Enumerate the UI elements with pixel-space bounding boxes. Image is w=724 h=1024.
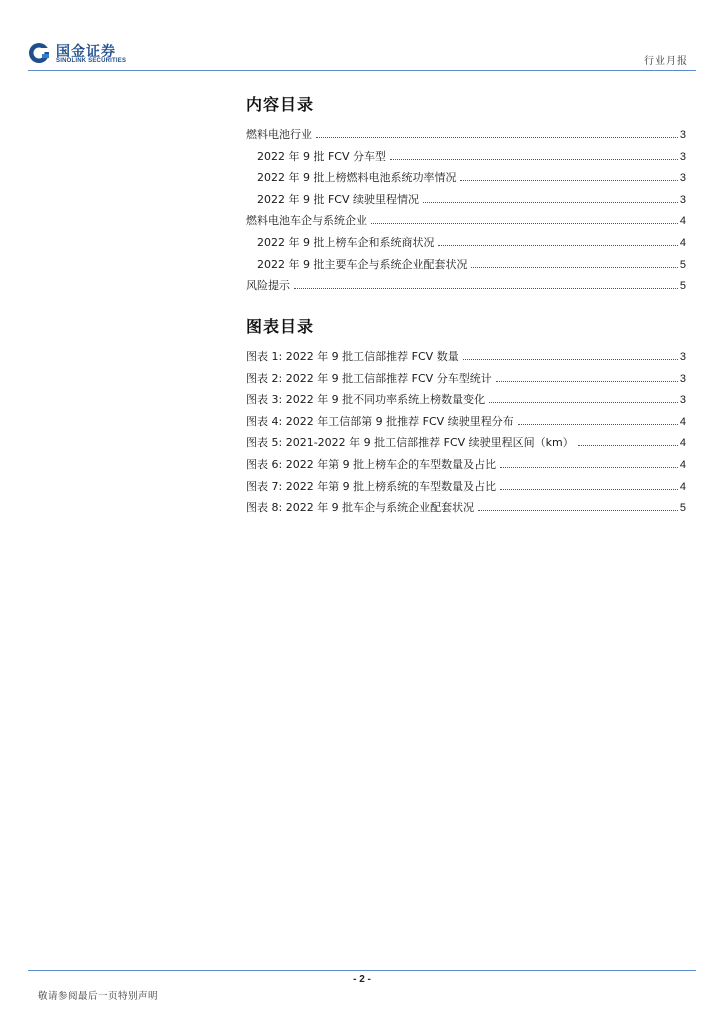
figure-entry-page: 4 [679, 480, 686, 493]
figure-entry[interactable] [246, 413, 686, 435]
toc-entry-text: 2022 年 9 批上榜燃料电池系统功率情况 [257, 171, 457, 185]
toc-leader-dots [423, 201, 678, 203]
toc-entry-text: 2022 年 9 批 FCV 续驶里程情况 [257, 192, 420, 206]
toc-leader-dots [390, 158, 678, 160]
toc-entry-text: 风险提示 [246, 279, 290, 293]
toc-entry[interactable] [246, 148, 686, 170]
toc-leader-dots [316, 136, 678, 138]
logo-chinese-name: 国金证券 [56, 44, 116, 60]
figure-entry[interactable] [246, 348, 686, 370]
figure-entry-page: 4 [679, 415, 686, 428]
toc-entry-text: 燃料电池行业 [246, 128, 312, 141]
figures-section [246, 316, 686, 521]
toc-entry[interactable] [246, 191, 686, 213]
toc-leader-dots [438, 244, 677, 246]
page-header [28, 40, 696, 70]
toc-entry-text: 2022 年 9 批 FCV 分车型 [257, 149, 387, 163]
toc-entry-page: 3 [679, 129, 686, 141]
toc-leader-dots [463, 358, 678, 360]
toc-entry-text: 燃料电池车企与系统企业 [246, 214, 367, 228]
toc-entry-page: 3 [679, 150, 686, 163]
toc-entry[interactable] [246, 126, 686, 148]
toc-leader-dots [578, 444, 678, 446]
logo-english-name: SINOLINK SECURITIES [56, 58, 127, 64]
toc-leader-dots [496, 380, 678, 382]
figure-entry-text: 图表 8: 2022 年 9 批车企与系统企业配套状况 [246, 501, 475, 515]
figures-list [246, 348, 686, 521]
figure-entry[interactable] [246, 391, 686, 413]
contents-list [246, 126, 686, 299]
sinolink-logo [28, 40, 138, 68]
toc-entry[interactable] [246, 256, 686, 278]
figure-entry-text: 图表 6: 2022 年第 9 批上榜车企的车型数量及占比 [246, 457, 497, 471]
toc-entry-page: 4 [679, 215, 686, 228]
sinolink-logo-icon [28, 42, 50, 64]
toc-leader-dots [500, 466, 678, 468]
toc-leader-dots [500, 488, 678, 490]
toc-leader-dots [478, 509, 678, 511]
figure-entry-text: 图表 3: 2022 年 9 批不同功率系统上榜数量变化 [246, 393, 486, 407]
figure-entry-text: 图表 5: 2021-2022 年 9 批工信部推荐 FCV 续驶里程区间（km） [246, 436, 574, 450]
figure-entry-page: 3 [679, 394, 686, 407]
toc-leader-dots [371, 222, 678, 224]
figure-entry[interactable] [246, 478, 686, 500]
figure-entry-text: 图表 4: 2022 年工信部第 9 批推荐 FCV 续驶里程分布 [246, 414, 514, 428]
toc-entry-page: 4 [679, 236, 686, 249]
toc-entry[interactable] [246, 169, 686, 191]
toc-entry-text: 2022 年 9 批上榜车企和系统商状况 [257, 235, 435, 249]
report-type-label: 行业月报 [644, 56, 688, 67]
page-number: - 2 - [353, 974, 371, 985]
contents-section [246, 94, 686, 299]
header-divider [28, 70, 696, 71]
figures-title: 图表目录 [246, 317, 315, 336]
figure-entry[interactable] [246, 370, 686, 392]
figure-entry-page: 5 [679, 502, 686, 515]
figure-entry-page: 4 [679, 437, 686, 450]
toc-entry[interactable] [246, 277, 686, 299]
figure-entry[interactable] [246, 456, 686, 478]
contents-title: 内容目录 [246, 95, 315, 114]
toc-entry-page: 5 [679, 280, 686, 293]
figure-entry-text: 图表 7: 2022 年第 9 批上榜系统的车型数量及占比 [246, 479, 497, 493]
figure-entry-page: 3 [679, 351, 686, 363]
toc-entry[interactable] [246, 234, 686, 256]
toc-entry-page: 5 [679, 258, 686, 271]
figure-entry-text: 图表 2: 2022 年 9 批工信部推荐 FCV 分车型统计 [246, 371, 492, 385]
figure-entry[interactable] [246, 434, 686, 456]
toc-entry-text: 2022 年 9 批主要车企与系统企业配套状况 [257, 257, 468, 271]
toc-leader-dots [471, 266, 677, 268]
footer-divider [28, 970, 696, 971]
toc-entry-page: 3 [679, 193, 686, 206]
toc-leader-dots [518, 423, 678, 425]
disclaimer-text: 敬请参阅最后一页特别声明 [38, 991, 159, 1002]
figure-entry-page: 3 [679, 372, 686, 385]
toc-leader-dots [294, 287, 678, 289]
toc-leader-dots [489, 401, 678, 403]
figure-entry-page: 4 [679, 458, 686, 471]
figure-entry[interactable] [246, 499, 686, 521]
toc-entry-page: 3 [679, 172, 686, 185]
figure-entry-text: 图表 1: 2022 年 9 批工信部推荐 FCV 数量 [246, 350, 459, 363]
toc-entry[interactable] [246, 212, 686, 234]
toc-leader-dots [460, 179, 677, 181]
